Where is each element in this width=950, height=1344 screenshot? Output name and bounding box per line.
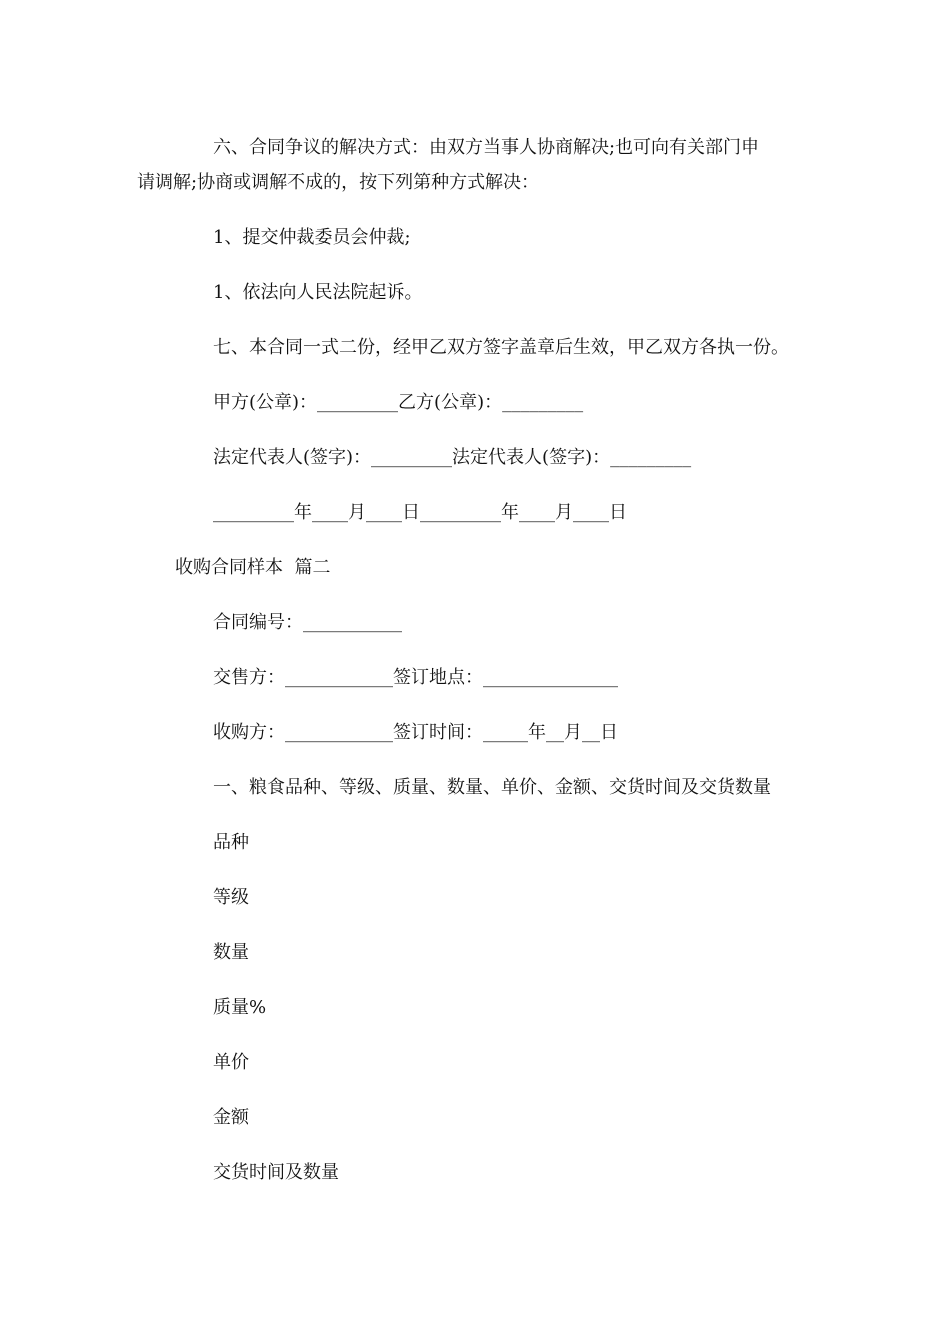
contract-number-line: 合同编号：___________ bbox=[213, 612, 402, 633]
field-amount: 金额 bbox=[213, 1107, 249, 1128]
section-6-line-2: 请调解;协商或调解不成的，按下列第种方式解决： bbox=[137, 172, 540, 193]
section-6-line-1: 六、合同争议的解决方式：由双方当事人协商解决;也可向有关部门申 bbox=[213, 137, 760, 158]
option-lawsuit: 1、依法向人民法院起诉。 bbox=[213, 282, 423, 303]
field-quality: 质量% bbox=[213, 997, 267, 1018]
date-line: _________年____月____日_________年____月____日 bbox=[213, 502, 627, 523]
field-unit-price: 单价 bbox=[213, 1052, 249, 1073]
option-arbitration: 1、提交仲裁委员会仲裁; bbox=[213, 227, 411, 248]
field-grade: 等级 bbox=[213, 887, 249, 908]
representative-signature-line: 法定代表人(签字)：_________法定代表人(签字)：_________ bbox=[213, 447, 692, 468]
seller-line: 交售方：____________签订地点：_______________ bbox=[213, 667, 618, 688]
section-7: 七、本合同一式二份，经甲乙双方签字盖章后生效，甲乙双方各执一份。 bbox=[213, 337, 789, 358]
buyer-line: 收购方：____________签订时间：_____年__月__日 bbox=[213, 722, 618, 743]
clause-1: 一、粮食品种、等级、质量、数量、单价、金额、交货时间及交货数量 bbox=[213, 777, 771, 798]
section-heading-2: 收购合同样本 篇二 bbox=[175, 557, 331, 578]
seal-signature-line: 甲方(公章)：_________乙方(公章)：_________ bbox=[213, 392, 584, 413]
field-delivery-time: 交货时间及数量 bbox=[213, 1162, 339, 1183]
field-variety: 品种 bbox=[213, 832, 249, 853]
field-quantity: 数量 bbox=[213, 942, 249, 963]
